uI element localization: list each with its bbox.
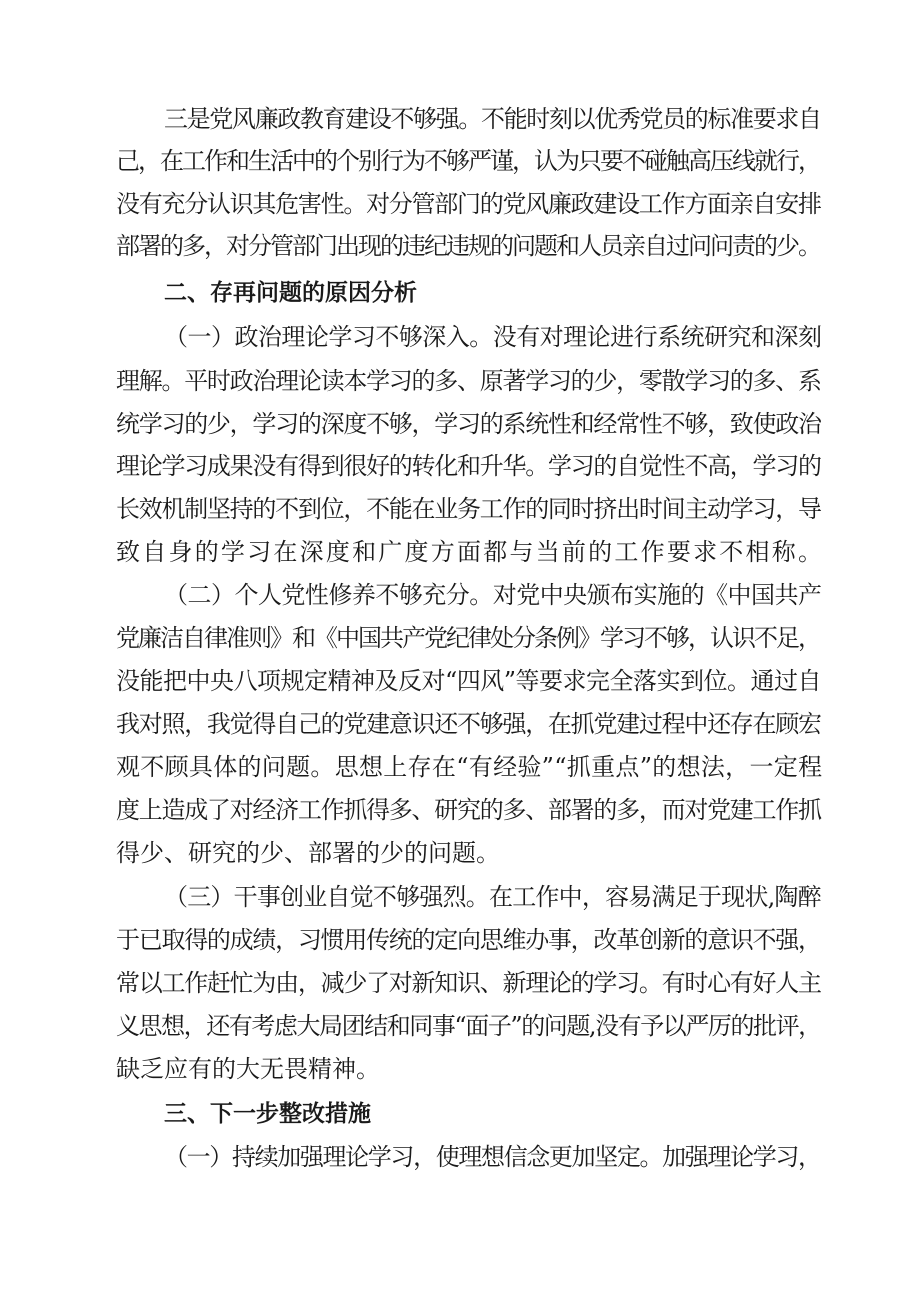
text-line: 统学习的少，学习的深度不够，学习的系统性和经常性不够，致使政治: [116, 410, 821, 438]
text-line: 己，在工作和生活中的个别行为不够严谨，认为只要不碰触高压线就行，: [116, 147, 820, 175]
text-line: （一）持续加强理论学习，使理想信念更加坚定。加强理论学习，: [164, 1143, 821, 1171]
text-line: （二）个人党性修养不够充分。对党中央颁布实施的《中国共产: [164, 581, 822, 609]
text-line: 义思想，还有考虑大局团结和同事“面子”的问题,没有予以严厉的批评，: [116, 1012, 821, 1040]
text-line: 度上造成了对经济工作抓得多、研究的多、部署的多，而对党建工作抓: [116, 796, 821, 824]
section-heading: 三、下一步整改措施: [164, 1101, 371, 1127]
text-line: （一）政治理论学习不够深入。没有对理论进行系统研究和深刻: [164, 323, 822, 351]
text-line: 致自身的学习在深度和广度方面都与当前的工作要求不相称。: [116, 538, 825, 566]
text-line: 缺乏应有的大无畏精神。: [116, 1055, 380, 1083]
text-line: 观不顾具体的问题。思想上存在“有经验”“抓重点”的想法，一定程: [116, 753, 823, 781]
text-line: 党廉洁自律准则》和《中国共产党纪律处分条例》学习不够，认识不足，: [116, 624, 820, 652]
text-line: 没有充分认识其危害性。对分管部门的党风廉政建设工作方面亲自安排: [116, 190, 821, 218]
text-line: 我对照，我觉得自己的党建意识还不够强，在抓党建过程中还存在顾宏: [116, 710, 821, 738]
text-line: 常以工作赶忙为由，减少了对新知识、新理论的学习。有时心有好人主: [116, 969, 821, 997]
text-line: 理解。平时政治理论读本学习的多、原著学习的少，零散学习的多、系: [116, 367, 821, 395]
section-heading: 二、存再问题的原因分析: [164, 280, 417, 306]
text-line: 理论学习成果没有得到很好的转化和升华。学习的自觉性不高，学习的: [116, 452, 821, 480]
text-line: （三）干事创业自觉不够强烈。在工作中，容易满足于现状,陶醉: [164, 883, 821, 911]
text-line: 长效机制坚持的不到位，不能在业务工作的同时挤出时间主动学习，导: [116, 495, 821, 523]
text-line: 三是党风廉政教育建设不够强。不能时刻以优秀党员的标准要求自: [164, 105, 821, 133]
text-line: 于已取得的成绩，习惯用传统的定向思维办事，改革创新的意识不强，: [116, 926, 821, 954]
text-line: 部署的多，对分管部门出现的违纪违规的问题和人员亲自过问问责的少。: [116, 232, 820, 260]
text-line: 得少、研究的少、部署的少的问题。: [116, 839, 500, 867]
text-line: 没能把中央八项规定精神及反对“四风”等要求完全落实到位。通过自: [116, 667, 822, 695]
